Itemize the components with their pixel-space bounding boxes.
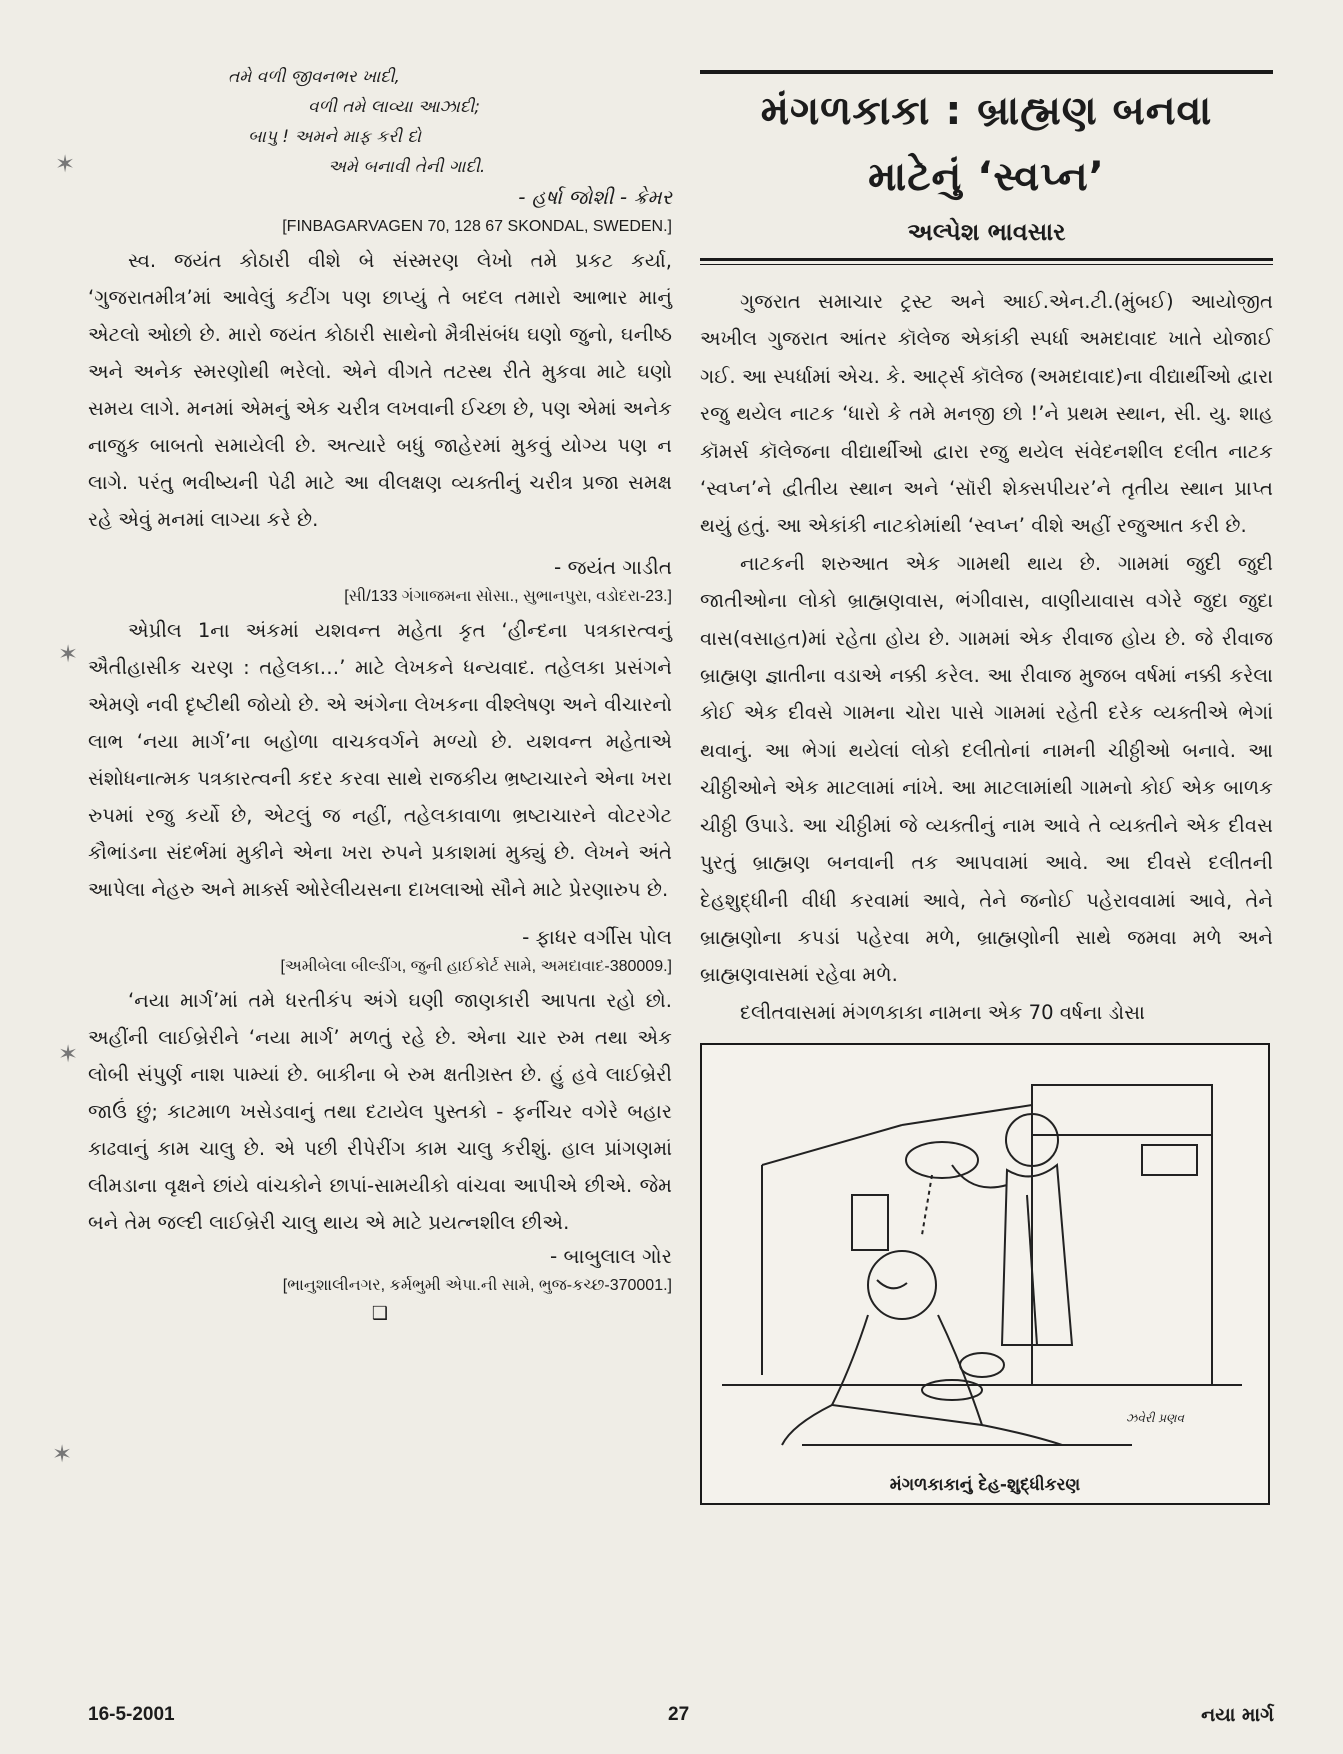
headline-line: મંગળકાકા : બ્રાહ્મણ બનવા <box>760 88 1213 134</box>
article-headline <box>700 78 1273 210</box>
poem <box>88 62 672 182</box>
letter2-body: સ્વ. જયંત કોઠારી વીશે બે સંસ્મરણ લેખો તમે પ્રકટ કર્યા, ‘ગુજરાતમીત્ર’માં આવેલું કટીંગ પણ છાપ્યું તે બદલ તમારો આભાર માનું એટલો ઓછો છે. મારો જયંત કોઠારી સાથેનો મૈત્રીસંબંધ ઘણો જુનો, ઘનીષ્ઠ અને અનેક સ્મરણોથી ભરેલો. એને વીગતે તટસ્થ રીતે મુકવા માટે ઘણો સમય લાગે. મનમાં એમનું એક ચરીત્ર લખવાની ઈચ્છા છે, પણ એમાં અનેક નાજુક બાબતો સમાયેલી છે. અત્યારે બધું જાહેરમાં મુકવું યોગ્ય પણ ન લાગે. પરંતુ ભવીષ્યની પેઢી માટે આ વીલક્ષણ વ્યક્તીનું ચરીત્ર પ્રજા સમક્ષ રહે એવું મનમાં લાગ્યા કરે છે. <box>88 249 672 531</box>
staple-mark-icon: ✶ <box>58 1040 79 1068</box>
poem-line: બાપુ ! અમને માફ કરી દો <box>248 127 421 147</box>
article-column <box>700 70 1273 1505</box>
letter2-address: [સી/133 ગંગાજમના સોસા., સુભાનપુરા, વડોદરા-23.] <box>344 588 672 605</box>
letter3-address: [અમીબેલા બીલ્ડીંગ, જુની હાઈકોર્ટ સામે, અમદાવાદ-380009.] <box>280 958 672 975</box>
poem-line: તમે વળી જીવનભર ખાદી, <box>228 67 400 87</box>
poem-line: અમે બનાવી તેની ગાદી. <box>328 157 486 177</box>
letter1-address: [FINBAGARVAGEN 70, 128 67 SKONDAL, SWEDEN.] <box>282 218 672 235</box>
letter4-signature: - બાબુલાલ ગોર <box>549 1244 672 1268</box>
letter4-address: [ભાનુશાલીનગર, કર્મભુમી એપા.ની સામે, ભુજ-કચ્છ-370001.] <box>282 1277 672 1294</box>
letter3-body: એપ્રીલ 1ના અંકમાં યશવન્ત મહેતા કૃત ‘હીન્દના પત્રકારત્વનું ઐતીહાસીક ચરણ : તહેલકા…’ માટે લેખકને ધન્યવાદ. તહેલકા પ્રસંગને એમણે નવી દૃષ્ટીથી જોયો છે. એ અંગેના લેખકના વીશ્લેષણ અને વીચારનો લાભ ‘નયા માર્ગ’ના બહોળા વાચકવર્ગને મળ્યો છે. યશવન્ત મહેતાએ સંશોધનાત્મક પત્રકારત્વની કદર કરવા સાથે રાજકીય ભ્રષ્ટાચારને એના ખરા રુપમાં રજુ કર્યો છે, એટલું જ નહીં, તહેલકાવાળા ભ્રષ્ટાચારને વોટરગેટ કૌભાંડના સંદર્ભમાં મુકીને એના ખરા રુપને પ્રકાશમાં મુક્યું છે. લેખને અંતે આપેલા નેહરુ અને માર્ક્સ ઓરેલીયસના દાખલાઓ સૌને માટે પ્રેરણારુપ છે. <box>88 619 672 901</box>
letter4-body: ‘નયા માર્ગ’માં તમે ધરતીકંપ અંગે ઘણી જાણકારી આપતા રહો છો. અહીંની લાઈબ્રેરીને ‘નયા માર્ગ’ મળતું રહે છે. એના ચાર રુમ તથા એક લોબી સંપુર્ણ નાશ પામ્યાં છે. બાકીના બે રુમ ક્ષતીગ્રસ્ત છે. હું હવે લાઈબ્રેરી જાઉં છું; કાટમાળ ખસેડવાનું તથા દટાયેલ પુસ્તકો - ફર્નીચર વગેરે બહાર કાઢવાનું કામ ચાલુ છે. એ પછી રીપેરીંગ કામ ચાલુ કરીશું. હાલ પ્રાંગણમાં લીમડાના વૃક્ષને છાંયે વાંચકોને છાપાં-સામયીકો વાંચવા આપીએ છીએ. જેમ બને તેમ જલ્દી લાઈબ્રેરી ચાલુ થાય એ માટે પ્રયત્નશીલ છીએ. <box>88 989 672 1234</box>
headline-rule-top <box>700 70 1273 74</box>
end-mark: ❑ <box>371 1303 389 1324</box>
footer-date: 16-5-2001 <box>88 1704 175 1725</box>
headline-rule-bottom <box>700 258 1273 261</box>
illustration-signature: ઝવેરી પ્રણવ <box>1125 1411 1184 1426</box>
article-author: અલ્પેશ ભાવસાર <box>907 218 1066 246</box>
article-paragraph: ગુજરાત સમાચાર ટ્રસ્ટ અને આઈ.એન.ટી.(મુંબઈ) આયોજીત અખીલ ગુજરાત આંતર કૉલેજ એકાંકી સ્પર્ધા અમદાવાદ ખાતે યોજાઈ ગઈ. આ સ્પર્ધામાં એચ. કે. આર્ટ્સ કૉલેજ (અમદાવાદ)ના વીદ્યાર્થીઓ દ્વારા રજુ થયેલ નાટક ‘ધારો કે તમે મનજી છો !’ને પ્રથમ સ્થાન, સી. યુ. શાહ કૉમર્સ કૉલેજના વીદ્યાર્થીઓ દ્વારા રજુ થયેલ સંવેદનશીલ દલીત નાટક ‘સ્વપ્ન’ને દ્વીતીય સ્થાન અને ‘સૉરી શેક્સપીયર’ને તૃતીય સ્થાન પ્રાપ્ત થયું હતું. આ એકાંકી નાટકોમાંથી ‘સ્વપ્ન’ વીશે અહીં રજુઆત કરી છે. <box>700 290 1273 538</box>
letter3-signature: - ફાધર વર્ગીસ પોલ <box>522 925 672 949</box>
illustration <box>700 1043 1270 1505</box>
page-number: 27 <box>668 1704 690 1725</box>
letter1-signature: - હર્ષા જોશી - ક્રેમર <box>518 185 672 209</box>
staple-mark-icon: ✶ <box>55 150 76 178</box>
article-paragraph: નાટકની શરુઆત એક ગામથી થાય છે. ગામમાં જુદી જુદી જાતીઓના લોકો બ્રાહ્મણવાસ, ભંગીવાસ, વાણીયાવાસ વગેરે જુદા જુદા વાસ(વસાહત)માં રહેતા હોય છે. ગામમાં એક રીવાજ હોય છે. જે રીવાજ બ્રાહ્મણ જ્ઞાતીના વડાએ નક્કી કરેલ. આ રીવાજ મુજબ વર્ષમાં નક્કી કરેલા કોઈ એક દીવસે ગામના ચોરા પાસે ગામમાં રહેતી દરેક વ્યક્તીએ ભેગાં થવાનું. આ ભેગાં થયેલાં લોકો દલીતોનાં નામની ચીઠ્ઠીઓ બનાવે. આ ચીઠ્ઠીઓને એક માટલામાં નાંખે. આ માટલામાંથી ગામનો કોઈ એક બાળક ચીઠ્ઠી ઉપાડે. આ ચીઠ્ઠીમાં જે વ્યક્તીનું નામ આવે તે વ્યક્તીને એક દીવસ પુરતું બ્રાહ્મણ બનવાની તક આપવામાં આવે. આ દીવસે દલીતની દેહશુદ્ધીની વીધી કરવામાં આવે, તેને જનોઈ પહેરાવવામાં આવે, તેને બ્રાહ્મણોના કપડાં પહેરવા મળે, બ્રાહ્મણોની સાથે જમવા મળે અને બ્રાહ્મણવાસમાં રહેવા મળે. <box>700 551 1273 987</box>
poem-line: વળી તમે લાવ્યા આઝાદી; <box>308 97 480 117</box>
staple-mark-icon: ✶ <box>52 1440 73 1468</box>
headline-line: માટેનું ‘સ્વપ્ન’ <box>868 154 1105 200</box>
page-footer <box>88 1704 1274 1734</box>
illustration-drawing <box>702 1045 1268 1503</box>
letters-column <box>88 62 672 1327</box>
staple-mark-icon: ✶ <box>58 640 79 668</box>
letter2-signature: - જયંત ગાડીત <box>554 555 672 579</box>
magazine-name: નયા માર્ગ <box>1201 1704 1274 1726</box>
article-paragraph: દલીતવાસમાં મંગળકાકા નામના એક 70 વર્ષના ડોસા <box>740 1000 1145 1024</box>
illustration-caption: મંગળકાકાનું દેહ-શુદ્ધીકરણ <box>889 1475 1081 1496</box>
